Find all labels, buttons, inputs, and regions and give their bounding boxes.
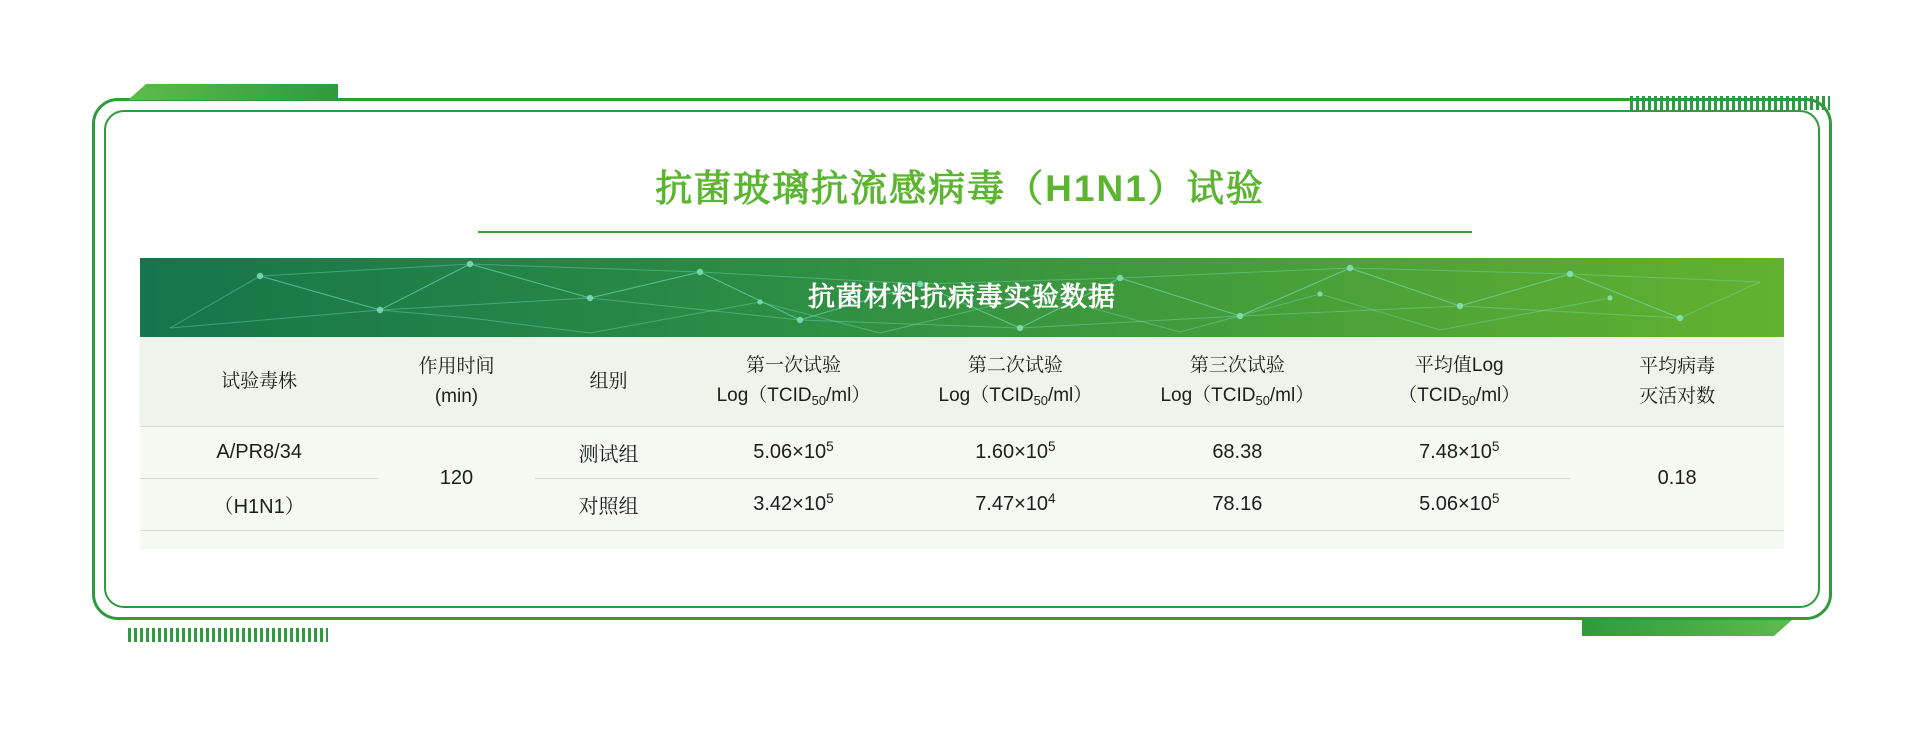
cell-strain-line-1: A/PR8/34	[140, 427, 378, 479]
cell-test-1: $5.06\times 10^5$	[683, 427, 905, 479]
cell-inactivation-log: 0.18	[1570, 427, 1784, 531]
cell-average-log: $5.06\times 10^5$	[1348, 479, 1570, 531]
tick-accent-bottom-left	[128, 628, 328, 642]
header-line-1: 第一次试验	[745, 355, 841, 376]
header-cell-inactivation-log	[1570, 337, 1784, 427]
header-line-2: 灭活对数	[1639, 385, 1716, 407]
header-cell-group	[535, 337, 683, 427]
header-line-2: $Log(TCID_{50}/ml)$	[1160, 385, 1315, 408]
header-cell-duration	[378, 337, 534, 427]
corner-accent-top-left	[128, 84, 338, 100]
header-line-1: 平均病毒	[1639, 355, 1716, 377]
cell-test-2: $7.47\times 10^4$	[904, 479, 1126, 531]
cell-group: 测试组	[535, 427, 683, 479]
banner-title: 抗菌材料抗病毒实验数据	[808, 282, 1116, 312]
cell-test-1: $3.42\times 10^5$	[683, 479, 905, 531]
header-line-2: $(TCID_{50}/ml)$	[1398, 385, 1521, 408]
header-cell-test-2	[904, 337, 1126, 427]
corner-accent-bottom-right	[1582, 620, 1792, 636]
header-line-2: (min)	[434, 385, 479, 407]
header-cell-test-1	[683, 337, 905, 427]
cell-average-log: $7.48\times 10^5$	[1348, 427, 1570, 479]
cell-test-3: 68.38	[1126, 427, 1348, 479]
cell-test-2: $1.60\times 10^5$	[904, 427, 1126, 479]
table-banner	[140, 258, 1784, 337]
data-card	[140, 258, 1784, 576]
table-header-row	[140, 337, 1784, 427]
header-line-1: 第二次试验	[967, 355, 1063, 376]
header-cell-test-3	[1126, 337, 1348, 427]
cell-strain-line-2: （H1N1）	[140, 479, 378, 531]
header-line-1: 组别	[589, 370, 628, 392]
page-title: 抗菌玻璃抗流感病毒（H1N1）试验	[655, 168, 1265, 209]
table-row	[140, 427, 1784, 479]
table-bottom-rule	[140, 531, 1784, 550]
header-line-1: 平均值Log	[1414, 355, 1504, 376]
header-line-2: $Log(TCID_{50}/ml)$	[938, 385, 1093, 408]
header-cell-average-log	[1348, 337, 1570, 427]
cell-duration: 120	[378, 427, 534, 531]
cell-group: 对照组	[535, 479, 683, 531]
header-line-1: 作用时间	[418, 355, 495, 377]
header-line-1: 第三次试验	[1189, 355, 1285, 376]
experiment-data-table	[140, 337, 1784, 549]
table-bottom-rule-row	[140, 531, 1784, 550]
header-cell-strain	[140, 337, 378, 427]
header-line-2: $Log(TCID_{50}/ml)$	[716, 385, 871, 408]
header-line-1: 试验毒株	[221, 370, 298, 392]
tick-accent-top-right	[1630, 96, 1830, 110]
cell-test-3: 78.16	[1126, 479, 1348, 531]
title-underline	[478, 231, 1472, 233]
